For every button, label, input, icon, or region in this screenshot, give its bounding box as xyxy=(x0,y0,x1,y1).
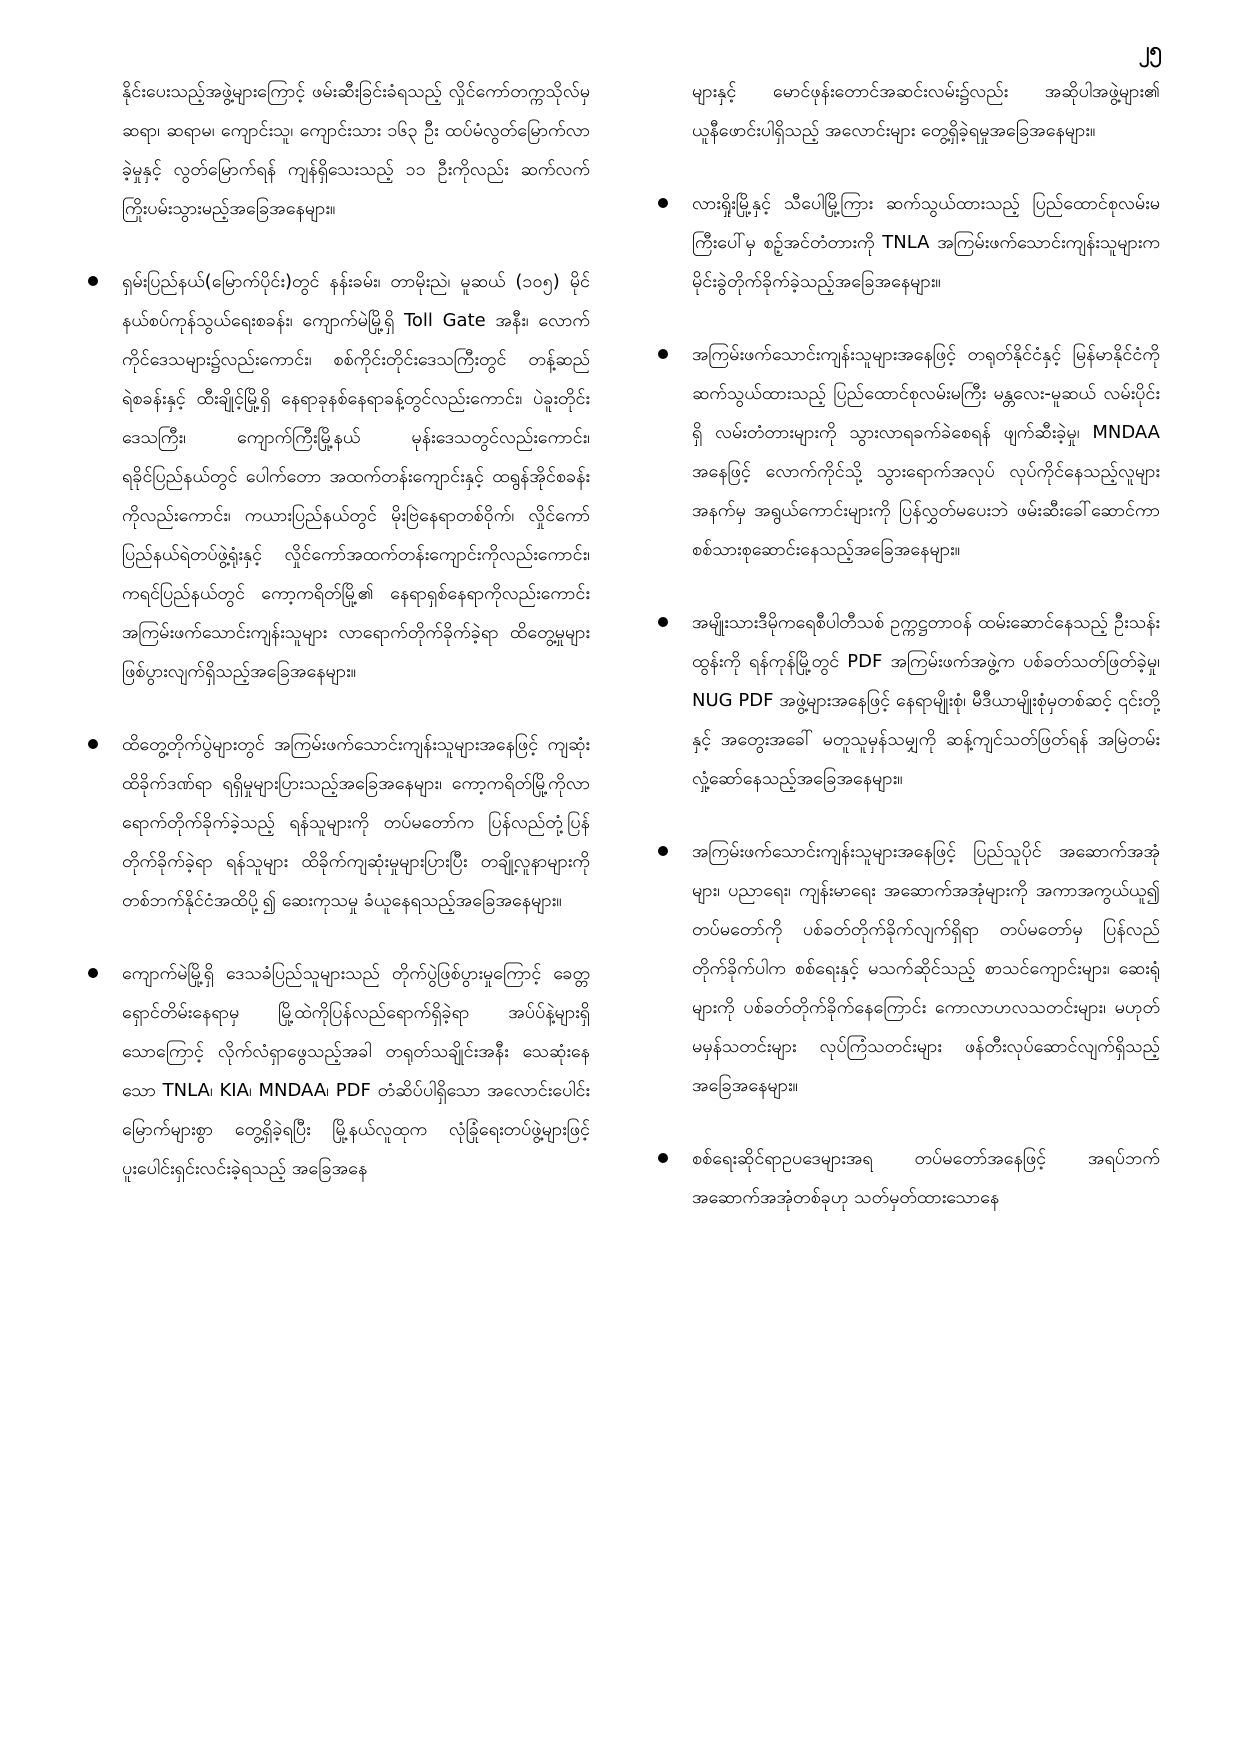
bullet-text: ကျောက်မဲမြို့ရှိ ဒေသခံပြည်သူများသည် တိုက်ပွဲဖြစ်ပွားမှုကြောင့် ခေတ္တရှောင်တိမ်းနေရာမှ မြို့ထဲကိုပြန်လည်ရောက်ရှိခဲ့ရာ အပ်ပ်နဲ့များရှိသောကြောင့် လိုက်လံရှာဖွေသည့်အခါ တရုတ်သချိုင်းအနီး သေဆုံးနေသော TNLA၊ KIA၊ MNDAA၊ PDF တံဆိပ်ပါရှိသော အလောင်းပေါင်းမြောက်များစွာ တွေ့ရှိခဲ့ရပြီး မြို့နယ်လူထုက လုံခြုံရေးတပ်ဖွဲ့များဖြင့် ပူးပေါင်းရှင်းလင်းခဲ့ရသည့် အခြေအနေ xyxy=(122,963,590,1179)
bullet-icon xyxy=(658,198,668,208)
bullet-item xyxy=(660,184,1160,301)
right-column xyxy=(660,72,1160,1251)
bullet-icon xyxy=(658,617,668,627)
bullet-item xyxy=(660,1139,1160,1217)
page-number: ၂၅ xyxy=(1138,38,1162,63)
bullet-icon xyxy=(88,276,98,286)
bullet-item xyxy=(660,335,1160,569)
bullet-item xyxy=(660,832,1160,1105)
bullet-icon xyxy=(658,846,668,856)
bullet-text: အကြမ်းဖက်သောင်းကျန်းသူများအနေဖြင့် ပြည်သူပိုင် အဆောက်အအုံများ၊ ပညာရေး၊ ကျန်းမာရေး အဆောက်အအုံများကို အကာအကွယ်ယူ၍ တပ်မတော်ကို ပစ်ခတ်တိုက်ခိုက်လျက်ရှိရာ တပ်မတော်မှ ပြန်လည်တိုက်ခိုက်ပါက စစ်ရေးနှင့် မသက်ဆိုင်သည့် စာသင်ကျောင်းများ၊ ဆေးရုံများကို ပစ်ခတ်တိုက်ခိုက်နေကြောင်း ကောလာဟလသတင်းများ၊ မဟုတ်မမှန်သတင်းများ လုပ်ကြံသတင်းများ ဖန်တီးလုပ်ဆောင်လျက်ရှိသည့်အခြေအနေများ။ xyxy=(692,841,1160,1096)
bullet-text: လားရှိုးမြို့နှင့် သီပေါမြို့ကြား ဆက်သွယ်ထားသည့် ပြည်ထောင်စုလမ်းမကြီးပေါ်မှ စဉ့်အင်တံတားကို TNLA အကြမ်းဖက်သောင်းကျန်းသူများက မိုင်းခွဲတိုက်ခိုက်ခဲ့သည့်အခြေအနေများ။ xyxy=(692,193,1160,292)
bullet-icon xyxy=(658,1153,668,1163)
bullet-item xyxy=(660,603,1160,798)
bullet-text: စစ်ရေးဆိုင်ရာဥပဒေများအရ တပ်မတော်အနေဖြင့် အရပ်ဘက်အဆောက်အအုံတစ်ခုဟု သတ်မှတ်ထားသောနေ xyxy=(692,1148,1160,1208)
bullet-text: ရှမ်းပြည်နယ်(မြောက်ပိုင်း)တွင် နန်းခမ်း၊ တာမိုးညဲ၊ မူဆယ် (၁၀၅) မိုင် နယ်စပ်ကုန်သွယ်ရေးစခန်း၊ ကျောက်မဲမြို့ရှိ Toll Gate အနီး၊ လောက်ကိုင်ဒေသများ၌လည်းကောင်း၊ စစ်ကိုင်းတိုင်းဒေသကြီးတွင် တန့်ဆည်ရဲစခန်းနှင့် ထီးချိုင့်မြို့ရှိ နေရာခုနစ်နေရာခန့်တွင်လည်းကောင်း၊ ပဲခူးတိုင်းဒေသကြီး၊ ကျောက်ကြီးမြို့နယ် မုန်းဒေသတွင်လည်းကောင်း၊ ရခိုင်ပြည်နယ်တွင် ပေါက်တော အထက်တန်းကျောင်းနှင့် ထရွန်အိုင်စခန်းကိုလည်းကောင်း၊ ကယားပြည်နယ်တွင် မိုးဗြဲနေရာတစ်ဝိုက်၊ လှိုင်ကော်ပြည်နယ်ရဲတပ်ဖွဲ့ရုံးနှင့် လှိုင်ကော်အထက်တန်းကျောင်းကိုလည်းကောင်း၊ ကရင်ပြည်နယ်တွင် ကော့ကရိတ်မြို့၏ နေရာရှစ်နေရာကိုလည်းကောင်း အကြမ်းဖက်သောင်းကျန်းသူများ လာရောက်တိုက်ခိုက်ခဲ့ရာ ထိတွေ့မှုများ ဖြစ်ပွားလျက်ရှိသည့်အခြေအနေများ။ xyxy=(122,271,590,682)
bullet-item xyxy=(90,725,590,920)
left-column xyxy=(90,72,590,1222)
bullet-item xyxy=(90,262,590,691)
bullet-icon xyxy=(88,968,98,978)
bullet-item xyxy=(90,954,590,1188)
bullet-text: အမျိုးသားဒီမိုကရေစီပါတီသစ် ဥက္ကဋ္ဌတာဝန် ထမ်းဆောင်နေသည့် ဦးသန်းထွန်းကို ရန်ကုန်မြို့တွင် PDF အကြမ်းဖက်အဖွဲ့က ပစ်ခတ်သတ်ဖြတ်ခဲ့မှု၊ NUG PDF အဖွဲ့များအနေဖြင့် နေရာမျိုးစုံ၊ မီဒီယာမျိုးစုံမှတစ်ဆင့် ၎င်းတို့နှင့် အတွေးအခေါ် မတူသူမှန်သမျှကို ဆန့်ကျင်သတ်ဖြတ်ရန် အမြဲတမ်းလှုံ့ဆော်နေသည့်အခြေအနေများ။ xyxy=(692,612,1160,789)
bullet-text: ထိတွေ့တိုက်ပွဲများတွင် အကြမ်းဖက်သောင်းကျန်းသူများအနေဖြင့် ကျဆုံးထိခိုက်ဒဏ်ရာ ရရှိမှုများပြားသည့်အခြေအနေများ၊ ကော့ကရိတ်မြို့ကိုလာရောက်တိုက်ခိုက်ခဲ့သည့် ရန်သူများကို တပ်မတော်က ပြန်လည်တုံ့ပြန်တိုက်ခိုက်ခဲ့ရာ ရန်သူများ ထိခိုက်ကျဆုံးမှုများပြားပြီး တချို့လူနာများကို တစ်ဘက်နိုင်ငံအထိပို့၍ ဆေးကုသမှု ခံယူနေရသည့်အခြေအနေများ။ xyxy=(122,734,590,911)
bullet-icon xyxy=(88,739,98,749)
continued-paragraph: များနှင့် မောင်ဖုန်းတောင်အဆင်းလမ်း၌လည်း အဆိုပါအဖွဲ့များ၏ ယူနီဖောင်းပါရှိသည့် အလောင်းများ တွေ့ရှိခဲ့ရမှုအခြေအနေများ။ xyxy=(692,81,1160,141)
bullet-icon xyxy=(658,349,668,359)
continued-paragraph: နိုင်းပေးသည့်အဖွဲ့များကြောင့် ဖမ်းဆီးခြင်းခံရသည့် လှိုင်ကော်တက္ကသိုလ်မှ ဆရာ၊ ဆရာမ၊ ကျောင်းသူ၊ ကျောင်းသား ၁၆၃ ဦး ထပ်မံလွတ်မြောက်လာခဲ့မှုနှင့် လွတ်မြောက်ရန် ကျန်ရှိသေးသည့် ၁၁ ဦးကိုလည်း ဆက်လက်ကြိုးပမ်းသွားမည့်အခြေအနေများ။ xyxy=(122,81,590,219)
bullet-text: အကြမ်းဖက်သောင်းကျန်းသူများအနေဖြင့် တရုတ်နိုင်ငံနှင့် မြန်မာနိုင်ငံကို ဆက်သွယ်ထားသည့် ပြည်ထောင်စုလမ်းမကြီး မန္တလေး-မူဆယ် လမ်းပိုင်းရှိ လမ်းတံတားများကို သွားလာရခက်ခဲစေရန် ဖျက်ဆီးခဲ့မှု၊ MNDAA အနေဖြင့် လောက်ကိုင်သို့ သွားရောက်အလုပ် လုပ်ကိုင်နေသည့်လူများအနက်မှ အရွယ်ကောင်းများကို ပြန်လွှတ်မပေးဘဲ ဖမ်းဆီးခေါ်ဆောင်ကာ စစ်သားစုဆောင်းနေသည့်အခြေအနေများ။ xyxy=(692,344,1160,560)
